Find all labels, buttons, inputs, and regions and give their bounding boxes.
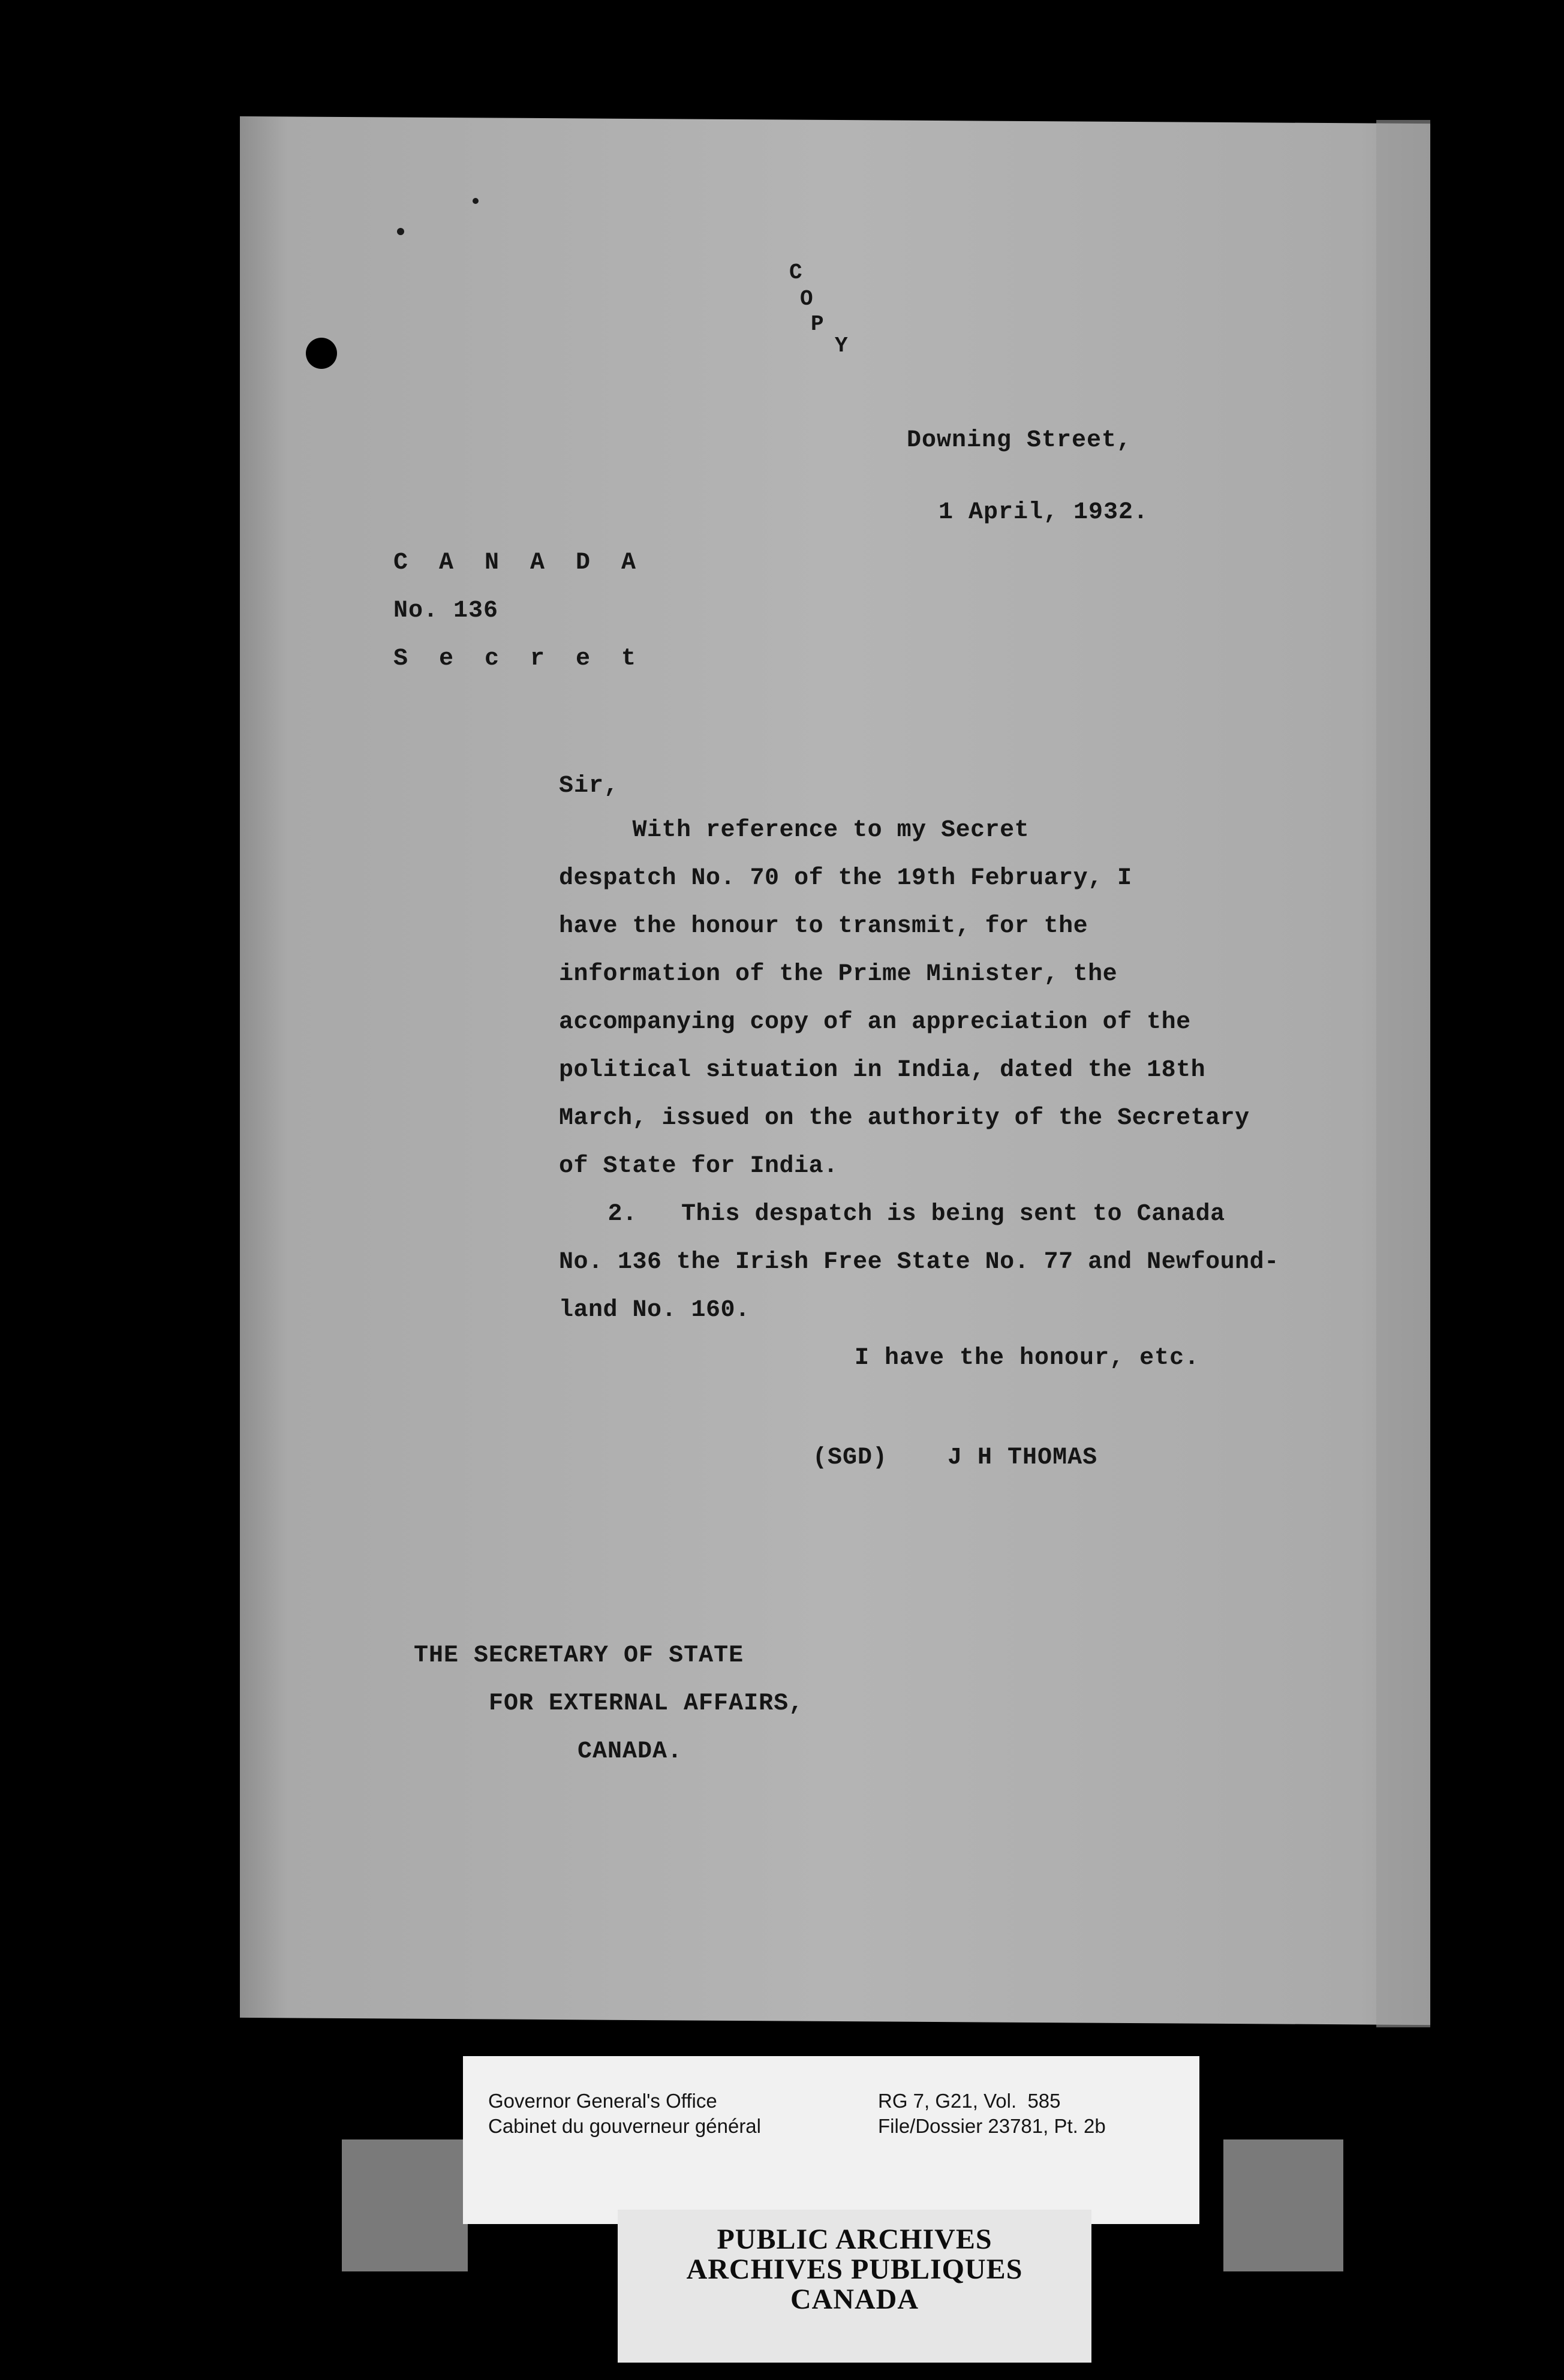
label-strip	[1223, 2139, 1343, 2271]
addressee-line: FOR EXTERNAL AFFAIRS,	[489, 1690, 804, 1717]
copy-mark-letter: Y	[835, 333, 848, 358]
body-line: have the honour to transmit, for the	[559, 913, 1088, 940]
stamp-line-fr: ARCHIVES PUBLIQUES	[686, 2253, 1023, 2285]
office-name-fr: Cabinet du gouverneur général	[488, 2115, 761, 2137]
record-group-reference: RG 7, G21, Vol. 585	[878, 2090, 1061, 2112]
body-line: of State for India.	[559, 1153, 838, 1180]
copy-mark-letter: C	[789, 260, 802, 285]
copy-mark-letter: P	[811, 312, 824, 336]
signature: (SGD) J H THOMAS	[813, 1444, 1098, 1471]
body-line: information of the Prime Minister, the	[559, 961, 1118, 988]
file-reference: File/Dossier 23781, Pt. 2b	[878, 2115, 1106, 2137]
body-line: March, issued on the authority of the Secretary	[559, 1105, 1250, 1132]
body-line: 2. This despatch is being sent to Canada	[564, 1201, 1225, 1228]
stamp-line-en: PUBLIC ARCHIVES	[717, 2223, 992, 2255]
body-line: despatch No. 70 of the 19th February, I	[559, 865, 1132, 892]
punch-hole	[306, 338, 337, 369]
closing: I have the honour, etc.	[855, 1345, 1200, 1372]
sender-address: Downing Street,	[907, 427, 1132, 454]
salutation: Sir,	[559, 773, 619, 800]
ink-speck	[397, 228, 404, 235]
label-strip	[342, 2139, 468, 2271]
body-line: political situation in India, dated the 18th	[559, 1057, 1206, 1084]
archive-reference-card	[463, 2056, 1199, 2224]
addressee-line: THE SECRETARY OF STATE	[414, 1642, 744, 1669]
archive-stamp	[618, 2210, 1091, 2363]
ref-number: No. 136	[393, 597, 499, 624]
letter-date: 1 April, 1932.	[939, 499, 1149, 526]
ref-classification: S e c r e t	[393, 645, 645, 672]
addressee-line: CANADA.	[578, 1738, 683, 1765]
page-edge	[1376, 120, 1430, 2027]
office-name-en: Governor General's Office	[488, 2090, 717, 2112]
copy-mark-letter: O	[800, 287, 813, 311]
ink-speck	[473, 198, 479, 204]
body-line: accompanying copy of an appreciation of the	[559, 1009, 1191, 1036]
body-line: With reference to my Secret	[559, 817, 1030, 844]
stamp-line-country: CANADA	[790, 2283, 919, 2315]
body-line: No. 136 the Irish Free State No. 77 and Newfound-	[559, 1249, 1279, 1276]
ref-country: C A N A D A	[393, 549, 645, 576]
body-line: land No. 160.	[559, 1297, 750, 1324]
